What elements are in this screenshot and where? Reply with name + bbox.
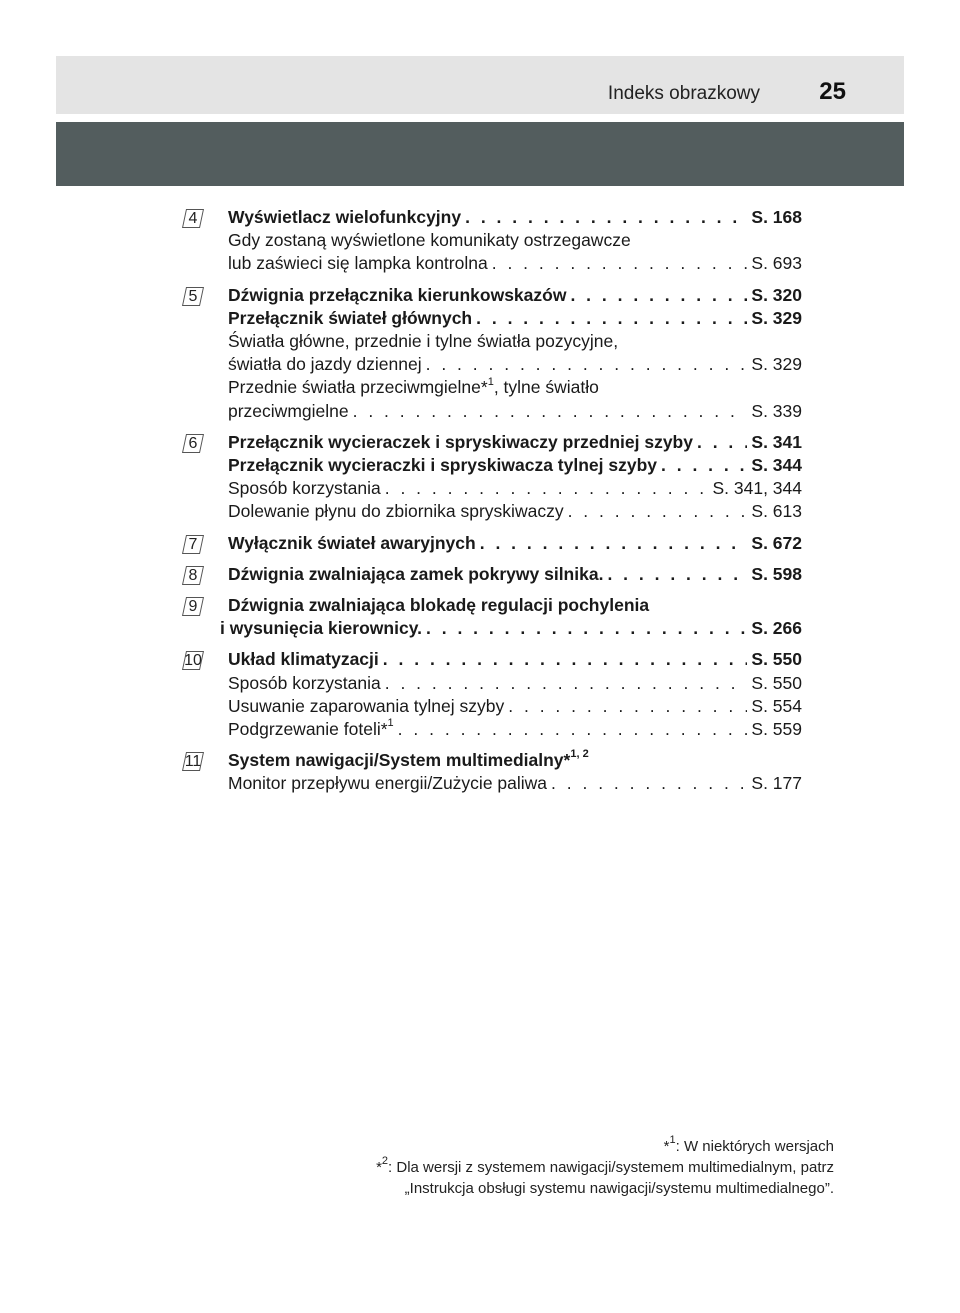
dot-leader: [385, 672, 748, 695]
entry-text: Wyświetlacz wielofunkcyjny: [228, 207, 462, 227]
page-reference[interactable]: S. 341: [751, 431, 802, 452]
dot-leader: [570, 284, 747, 307]
index-entry: [190, 532, 802, 555]
index-heading-line: [228, 594, 802, 617]
page-reference[interactable]: S. 613: [751, 501, 802, 522]
footnotes: [274, 1136, 834, 1199]
entry-text: Układ klimatyzacji: [228, 649, 379, 670]
entry-text: Dźwignia zwalniająca zamek pokrywy silnika.: [228, 563, 604, 584]
page-reference[interactable]: S. 559: [751, 719, 802, 740]
page-reference[interactable]: S. 168: [751, 207, 802, 227]
entry-number-badge: 7: [184, 535, 202, 554]
index-entry: [190, 594, 802, 640]
index-heading-line[interactable]: [228, 284, 802, 307]
page-reference[interactable]: S. 554: [751, 695, 802, 716]
page-reference[interactable]: S. 550: [751, 649, 802, 670]
entry-text: Dźwignia przełącznika kierunkowskazów: [228, 284, 567, 305]
page-reference[interactable]: S. 598: [751, 563, 802, 584]
index-subentry-line[interactable]: [228, 252, 802, 275]
page-reference[interactable]: S. 329: [751, 354, 802, 375]
index-subentry-line[interactable]: [228, 718, 802, 741]
index-subentry-line: [228, 376, 802, 399]
dot-leader: [661, 454, 747, 477]
entry-text: Dolewanie płynu do zbiornika spryskiwaczy: [228, 501, 564, 522]
page-reference[interactable]: S. 344: [751, 455, 802, 476]
index-subentry-line[interactable]: [228, 695, 802, 718]
page-reference[interactable]: S. 177: [751, 773, 802, 794]
page-reference[interactable]: S. 550: [751, 672, 802, 693]
entry-text: Podgrzewanie foteli*: [228, 719, 388, 740]
index-subentry-line[interactable]: [228, 672, 802, 695]
entry-number-badge: 8: [184, 566, 202, 585]
dot-leader: [476, 307, 747, 330]
entry-text: i wysunięcia kierownicy.: [220, 618, 422, 639]
index-entry: [190, 563, 802, 586]
index-heading-line[interactable]: [220, 617, 802, 640]
index-entry: [190, 206, 802, 276]
dot-leader: [383, 648, 748, 671]
index-subentry-line[interactable]: [228, 772, 802, 795]
entry-text: Światła główne, przednie i tylne światła pozycyjne,: [228, 331, 619, 352]
entry-text-continued: , tylne światło: [493, 377, 599, 398]
entry-number-badge: 10: [184, 652, 202, 670]
index-list: [184, 206, 802, 804]
footnote-marker: 1: [487, 375, 494, 388]
dot-leader: [398, 718, 748, 741]
entry-text: Sposób korzystania: [228, 672, 381, 693]
index-entry: [190, 284, 802, 423]
entry-text: Monitor przepływu energii/Zużycie paliwa: [228, 773, 548, 794]
index-subentry-line: [228, 330, 802, 353]
footnote-2-continued: „Instrukcja obsługi systemu nawigacji/systemu multimedialnego”.: [404, 1180, 834, 1197]
entry-text: System nawigacji/System multimedialny*: [228, 750, 571, 771]
entry-text: Przełącznik świateł głównych: [228, 307, 473, 328]
index-heading-line: [228, 749, 802, 772]
page-reference[interactable]: S. 329: [751, 307, 802, 328]
footnote-marker: 1, 2: [570, 748, 589, 761]
entry-number-badge: 6: [184, 434, 202, 453]
entry-number-badge: 4: [184, 209, 202, 228]
footnote-1: *$^1$: W niektórych wersjach: [663, 1134, 834, 1155]
index-subentry-line[interactable]: [228, 353, 802, 376]
dot-leader: [353, 400, 748, 423]
header-image-band: [56, 122, 904, 186]
dot-leader: [551, 772, 747, 795]
entry-text: Przednie światła przeciwmgielne*: [228, 377, 488, 398]
dot-leader: [426, 353, 748, 376]
page-reference[interactable]: S. 320: [751, 284, 802, 305]
page-reference[interactable]: S. 266: [751, 618, 802, 639]
index-entry: [184, 648, 802, 741]
entry-text: Usuwanie zaparowania tylnej szyby: [228, 695, 505, 716]
index-entry: [190, 431, 802, 524]
dot-leader: [480, 532, 748, 555]
index-subentry-line[interactable]: [228, 400, 802, 423]
page-number: 25: [819, 78, 846, 105]
index-heading-line[interactable]: [228, 648, 802, 671]
entry-text: Sposób korzystania: [228, 478, 381, 499]
page-reference[interactable]: S. 339: [751, 400, 802, 421]
page-reference[interactable]: S. 693: [751, 253, 802, 274]
header-bar: [56, 56, 904, 114]
index-subentry-line: [228, 229, 802, 252]
index-heading-line[interactable]: [228, 206, 802, 229]
entry-text: światła do jazdy dziennej: [228, 354, 422, 375]
index-subentry-line[interactable]: [228, 500, 802, 523]
index-subentry-line[interactable]: [228, 477, 802, 500]
entry-text: Przełącznik wycieraczki i spryskiwacza tylnej szyby: [228, 455, 657, 476]
dot-leader: [568, 500, 748, 523]
footnote-marker: 1: [387, 717, 394, 730]
footnote-2: *$^2$: Dla wersji z systemem nawigacji/systemem multimedialnym, patrz: [376, 1155, 834, 1176]
dot-leader: [607, 563, 747, 586]
index-heading-line[interactable]: [228, 532, 802, 555]
page-reference[interactable]: S. 341, 344: [712, 478, 802, 499]
entry-text: Przełącznik wycieraczek i spryskiwaczy przedniej szyby: [228, 431, 693, 452]
entry-text: lub zaświeci się lampka kontrolna: [228, 253, 488, 274]
dot-leader: [697, 431, 747, 454]
entry-text: Dźwignia zwalniająca blokadę regulacji pochylenia: [228, 595, 650, 616]
index-heading-line[interactable]: [228, 454, 802, 477]
page-section-title: Indeks obrazkowy: [607, 83, 760, 104]
index-heading-line[interactable]: [228, 563, 802, 586]
index-heading-line[interactable]: [228, 431, 802, 454]
entry-text: przeciwmgielne: [228, 400, 349, 421]
dot-leader: [508, 695, 747, 718]
entry-text: Gdy zostaną wyświetlone komunikaty ostrzegawcze: [228, 230, 631, 251]
entry-text: Wyłącznik świateł awaryjnych: [228, 532, 476, 553]
entry-number-badge: 11: [184, 753, 202, 771]
entry-number-badge: 9: [184, 597, 202, 616]
page-reference[interactable]: S. 672: [751, 532, 802, 553]
dot-leader: [426, 617, 747, 640]
index-entry: [184, 748, 802, 795]
entry-number-badge: 5: [184, 287, 202, 306]
dot-leader: [492, 252, 748, 275]
dot-leader: [465, 206, 747, 229]
dot-leader: [385, 477, 709, 500]
index-heading-line[interactable]: [228, 307, 802, 330]
